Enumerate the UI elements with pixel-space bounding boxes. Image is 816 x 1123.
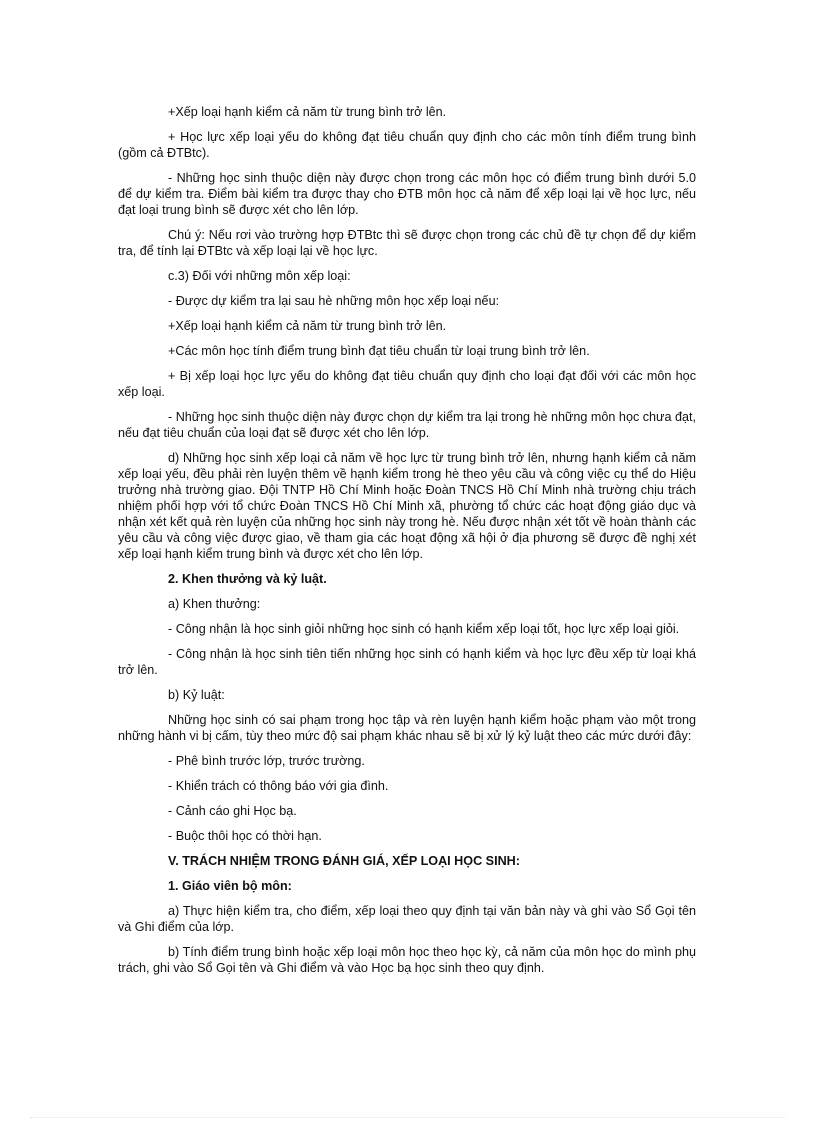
list-item: - Phê bình trước lớp, trước trường.: [168, 754, 365, 768]
section-heading: 2. Khen thưởng và kỷ luật.: [168, 572, 327, 586]
paragraph: Những học sinh có sai phạm trong học tập và rèn luyện hạnh kiểm hoặc phạm vào một trong những hành vi bị cấm, tùy theo mức độ sai phạm khác nhau sẽ bị xử lý kỷ luật theo các mức dưới đây:: [118, 713, 696, 743]
paragraph: + Học lực xếp loại yếu do không đạt tiêu chuẩn quy định cho các môn tính điểm trung bình (gồm cả ĐTBtc).: [118, 130, 696, 160]
paragraph: a) Khen thưởng:: [168, 597, 261, 611]
paragraph: +Xếp loại hạnh kiểm cả năm từ trung bình trở lên.: [168, 105, 447, 119]
list-item: - Cảnh cáo ghi Học bạ.: [168, 804, 297, 818]
paragraph: c.3) Đối với những môn xếp loại:: [168, 269, 351, 283]
paragraph: + Bị xếp loại học lực yếu do không đạt tiêu chuẩn quy định cho loại đạt đối với các môn học xếp loại.: [118, 369, 696, 399]
paragraph: Chú ý: Nếu rơi vào trường hợp ĐTBtc thì sẽ được chọn trong các chủ đề tự chọn để dự kiểm tra, để tính lại ĐTBtc và xếp loại lại về học lực.: [118, 228, 696, 258]
section-heading: V. TRÁCH NHIỆM TRONG ĐÁNH GIÁ, XẾP LOẠI HỌC SINH:: [168, 854, 520, 868]
paragraph: b) Kỷ luật:: [168, 688, 225, 702]
paragraph: - Những học sinh thuộc diện này được chọn trong các môn học có điểm trung bình dưới 5.0 để dự kiểm tra. Điểm bài kiểm tra được thay cho ĐTB môn học cả năm để xếp loại lại về học lực, nếu đạt loại trung bình sẽ được xét cho lên lớp.: [118, 171, 696, 217]
paragraph: - Công nhận là học sinh tiên tiến những học sinh có hạnh kiểm và học lực đều xếp từ loại khá trở lên.: [118, 647, 696, 677]
list-item: - Buộc thôi học có thời hạn.: [168, 829, 322, 843]
subsection-heading: 1. Giáo viên bộ môn:: [168, 879, 292, 893]
paragraph: a) Thực hiện kiểm tra, cho điểm, xếp loại theo quy định tại văn bản này và ghi vào Sổ Gọi tên và Ghi điểm của lớp.: [118, 904, 696, 934]
paragraph: - Được dự kiểm tra lại sau hè những môn học xếp loại nếu:: [168, 294, 500, 308]
paragraph: - Những học sinh thuộc diện này được chọn dự kiểm tra lại trong hè những môn học chưa đạt, nếu đạt tiêu chuẩn của loại đạt sẽ được xét cho lên lớp.: [118, 410, 696, 440]
paragraph: +Xếp loại hạnh kiểm cả năm từ trung bình trở lên.: [168, 319, 447, 333]
paragraph: - Công nhận là học sinh giỏi những học sinh có hạnh kiểm xếp loại tốt, học lực xếp loại giỏi.: [168, 622, 680, 636]
paragraph: b) Tính điểm trung bình hoặc xếp loại môn học theo học kỳ, cả năm của môn học do mình phụ trách, ghi vào Sổ Gọi tên và Ghi điểm và vào Học bạ học sinh theo quy định.: [118, 945, 696, 975]
page-bottom-divider: [30, 1117, 786, 1118]
paragraph: d) Những học sinh xếp loại cả năm về học lực từ trung bình trở lên, nhưng hạnh kiểm cả năm xếp loại yếu, đều phải rèn luyện thêm về hạnh kiểm trong hè theo yêu cầu và công việc cụ thể do Hiệu trưởng nhà trường giao. Đội TNTP Hồ Chí Minh hoặc Đoàn TNCS Hồ Chí Minh nhà trường chịu trách nhiệm phối hợp với tổ chức Đoàn TNCS Hồ Chí Minh xã, phường tổ chức các hoạt động giáo dục và nhận xét kết quả rèn luyện của những học sinh này trong hè. Nếu được nhận xét tốt về hoàn thành các yêu cầu và công việc được giao, về tham gia các hoạt động xã hội ở địa phương sẽ được đề nghị xét xếp loại hạnh kiểm trung bình và được xét cho lên lớp.: [118, 451, 696, 561]
document-body: [118, 104, 696, 985]
list-item: - Khiển trách có thông báo với gia đình.: [168, 779, 389, 793]
paragraph: +Các môn học tính điểm trung bình đạt tiêu chuẩn từ loại trung bình trở lên.: [168, 344, 590, 358]
